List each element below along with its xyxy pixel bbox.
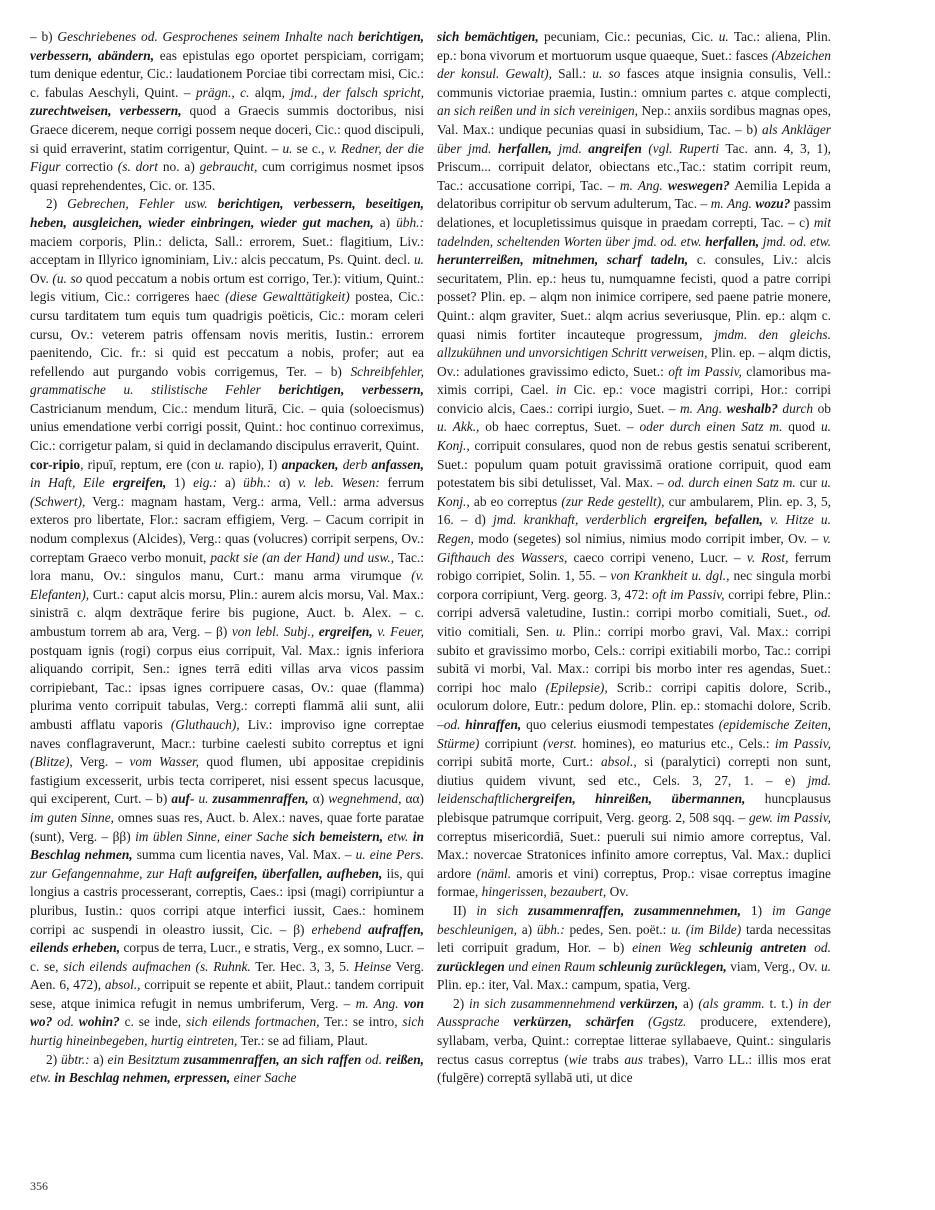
entry-paragraph: II) in sich zusammenraffen, zusammennehmen, 1) im Gange beschleunigen, a) übh.: pedes, Sen. poët.: u. (im Bilde) tarda necessitas leti corripuit gradum, Hor. – b) einen Weg schleunig antreten od. zurücklegen und einen Raum schleunig zurücklegen, viam, Verg., Ov. u. Plin. ep.: iter, Val. Max.: campum, spatia, Verg. <box>437 902 831 993</box>
entry-paragraph: 2) übtr.: a) ein Besitztum zusammenraffen, an sich raffen od. reißen, etw. in Beschlag nehmen, erpressen, einer Sache <box>30 1051 424 1086</box>
page-number: 356 <box>30 1179 48 1193</box>
entry-paragraph: 2) in sich zusammennehmend verkürzen, a) (als gramm. t. t.) in der Aussprache verkürzen, schärfen (Ggstz. producere, extendere), syllabam, verba, Quint.: correptae litterae syllabaeve, Quint.: singularis rectus casus correptus (wie trabs aus trabes), Varro LL.: illis mos erat (fulgēre) correptā syllabā uti, ut dice <box>437 995 831 1086</box>
entry-paragraph: sich bemächtigen, pecuniam, Cic.: pecunias, Cic. u. Tac.: aliena, Plin. ep.: bona vivorum et mortuorum usque quaeque, Suet.: fasces (Abzeichen der konsul. Gewalt), Sall.: u. so fasces atque insignia consulis, Vell.: communis victoriae praemia, Iustin.: omnium partes c. atque complecti, an sich reißen und in sich vereinigen, Nep.: anxiis sordibus magnas opes, Val. Max.: undique pecunias quasi in subsidium, Tac. – b) als Ankläger über jmd. herfallen, jmd. angreifen (vgl. Ruperti Tac. ann. 4, 3, 1), Priscum... corripuit delator, obiectans etc.,Tac.: statim corripit reum, Tac.: accusatione corripi, Tac. – m. Ang. weswegen? Aemilia Lepida a delatoribus corripitur ob servum adulterum, Tac. – m. Ang. wozu? passim delationes, et locupletissimus quisque in praedam correpti, Tac. – c) mit tadelnden, scheltenden Worten über jmd. od. etw. herfallen, jmd. od. etw. herunterreißen, mitnehmen, scharf tadeln, c. consules, Liv.: alcis securitatem, Plin. ep.: heus tu, numquamne fecisti, quod a patre corripi posset? Plin. ep. – alqm non inimice corripere, sed paene patrie monere, Quint.: alqm graviter, Suet.: alqm acrius severiusque, Plin. ep.: alqm c. quasi nimis fortiter incauteque progressum, jmdm. den gleichs. allzukühnen und unvorsichtigen Schritt verweisen, Plin. ep. – alqm dictis, Ov.: adulationes gravissimo edicto, Suet.: oft im Passiv, clamoribus maximis corripi, Cael. in Cic. ep.: voce magistri corripi, Hor.: corripi convicio alcis, Caes.: corripi iurgio, Suet. – m. Ang. weshalb? durch ob u. Akk., ob haec correptus, Suet. – oder durch einen Satz m. quod u. Konj., corripuit consulares, quod non de rebus gestis senatui scriberent, Suet.: populum quam potuit gravissimā oratione corripuit, quod eam potestatem bis sibi detulisset, Val. Max. – od. durch einen Satz m. cur u. Konj., ab eo correptus (zur Rede gestellt), cur ambularem, Plin. ep. 3, 5, 16. – d) jmd. krankhaft, verderblich ergreifen, befallen, v. Hitze u. Regen, modo (segetes) sol nimius, nimius modo corripit imber, Ov. – v. Gifthauch des Wassers, caeco corripi veneno, Lucr. – v. Rost, ferrum robigo corripiet, Solin. 1, 55. – von Krankheit u. dgl., nec singula morbi corpora corripiunt, Verg. georg. 3, 472: oft im Passiv, corripi febre, Plin.: corripi adversā valetudine, Iustin.: corripi morbo comitiali, Suet., od. vitio comitiali, Sen. u. Plin.: corripi morbo gravi, Val. Max.: corripi subito et gravissimo morbo, Cels.: corripi exitiabili morbo, Tac.: corripi subitā vi morbi, Val. Max.: corripi bis morbo inter res agendas, Suet.: corripi hoc malo (Epilepsie), Scrib.: corripi capitis dolore, Scrib., oculorum dolore, Eutr.: pedum dolore, Plin. ep.: stomachi dolore, Scrib. –od. hinraffen, quo celerius eiusmodi tempestates (epidemische Zeiten, Stürme) corripiunt (verst. homines), eo maturius etc., Cels.: im Passiv, corripi subitā morte, Curt.: absol., si (paralytici) correpti non sunt, diutius quidem vivunt, sed etc., Cels. 3, 27, 1. – e) jmd. leidenschaftlichergreifen, hinreißen, übermannen, huncplausus plebisque patrumque corripuit, Verg. georg. 2, 508 sqq. – gew. im Passiv, correptus misericordiā, Suet.: pueruli sui nimio amore correptus, Val. Max.: novercae Stratonices infinito amore correptus, Val. Max.: duplici ardore (näml. amoris et vini) correptus, Prop.: visae correptus imagine formae, hingerissen, bezaubert, Ov. <box>437 29 831 900</box>
entry-paragraph: 2) Gebrechen, Fehler usw. berichtigen, verbessern, beseitigen, heben, ausgleichen, wieder einbringen, wieder gut machen, a) übh.: maciem corporis, Plin.: delicta, Sall.: errorem, Suet.: flagitium, Liv.: acceptam in Illyrico ignominiam, Liv.: alcis peccatum, Ps. Quint. decl. u. Ov. (u. so quod peccatum a nobis ortum est corrigo, Ter.): vitium, Quint.: legis vitium, Cic.: corrigeres haec (diese Gewalttätigkeit) postea, Cic.: cursu tarditatem tum equis tum quadrigis poëticis, Cic.: moram celeri cursu, Ov.: veterem patris offensam novis meritis, Iustin.: errorem paenitendo, Cic. fr.: si quid est peccatum a nobis, profer; aut ea refellendo aut purgando vobis corrigemus, Ter. – b) Schreibfehler, grammatische u. stilistische Fehler berichtigen, verbessern, Castricianum mendum, Cic.: mendum liturā, Cic. – quia (soloecismus) unius emendatione verbi corrigi possit, Quint.: hoc continuo correximus, Cic.: corrigetur palam, si quid in declamando discipulus erraverit, Quint. <box>30 196 424 454</box>
left-column <box>30 28 424 1178</box>
entry-paragraph: – b) Geschriebenes od. Gesprochenes seinem Inhalte nach berichtigen, verbessern, abändern, eas epistulas ego oportet perspiciam, corrigam; tum denique edentur, Cic.: laudationem Porciae tibi correctam misi, Cic.: c. fabulas Aeschyli, Quint. – prägn., c. alqm, jmd., der falsch spricht, zurechtweisen, verbessern, quod a Graecis summis doctoribus, nisi Graece dicerem, neque corrigi possem neque doceri, Cic.: quod discipuli, si quid erraverint, statim corrigentur, Quint. – u. se c., v. Redner, der die Figur correctio (s. dort no. a) gebraucht, cum corrigimus nosmet ipsos quasi reprehendentes, Cic. or. 135. <box>30 29 424 193</box>
right-column <box>437 28 831 1178</box>
entry-paragraph: cor-ripio, ripuī, reptum, ere (con u. rapio), I) anpacken, derb anfassen, in Haft, Eile ergreifen, 1) eig.: a) übh.: α) v. leb. Wesen: ferrum (Schwert), Verg.: magnam hastam, Verg.: arma, Vell.: arma adversus exteros pro libertate, Flor.: sacram effigiem, Verg. – Cacum corripit in nodum complexus (Alcides), Verg.: quas (volucres) corripit serpens, Ov.: correptam Graeco verbo monuit, packt sie (an der Hand) und usw., Tac.: lora manu, Ov.: singulos manu, Curt.: manu arma virumque (v. Elefanten), Curt.: caput alcis morsu, Plin.: aurem alcis morsu, Val. Max.: sinistrā c. alqm dextrāque ferire bis pugione, Auct. b. Alex. – c. ambustum torrem ab ara, Verg. – β) von lebl. Subj., ergreifen, v. Feuer, postquam ignis (rogi) corpus eius corripuit, Val. Max.: ignis inferiora aliquando corripit, Sen.: ignes terrā editi villas arva vicos passim corripiebant, Tac.: ipsas ignes corripuere casas, Ov.: quae (flamma) plurima vento corripuit tabulas, Verg.: correpti flammā alii sunt, alii ambusti afflatu vaporis (Gluthauch), Liv.: improviso igne correptae naves conflagraverunt, Macr.: turbine caelesti subito correptus et igni (Blitze), Verg. – vom Wasser, quod flumen, ubi appositae crepidinis fastigium excesserit, urbis tecta corriperet, nisi essent specus lacusque, qui exciperent, Curt. – b) auf- u. zusammenraffen, α) wegnehmend, αα) im guten Sinne, omnes suas res, Auct. b. Alex.: naves, quae forte paratae (sunt), Verg. – ββ) im üblen Sinne, einer Sache sich bemeistern, etw. in Beschlag nehmen, summa cum licentia naves, Val. Max. – u. eine Pers. zur Gefangennahme, zur Haft aufgreifen, überfallen, aufheben, iis, qui longius a castris processerant, correptis, Caes.: ipsi (magi) corripiuntur a pluribus, Iustin.: quos corripi atque interfici iussit, Caes.: hominem corripi ac suspendi in oleastro iussit, Cic. – β) erhebend aufraffen, eilends erheben, corpus de terra, Lucr., e stratis, Verg., ex somno, Lucr. – c. se, sich eilends aufmachen (s. Ruhnk. Ter. Hec. 3, 3, 5. Heinse Verg. Aen. 6, 472), absol., corripuit se repente et abiit, Plaut.: tandem corripuit sese, atque inimica refugit in nemus umbriferum, Verg. – m. Ang. von wo? od. wohin? c. se inde, sich eilends fortmachen, Ter.: se intro, sich hurtig hineinbegeben, hurtig eintreten, Ter.: se ad filiam, Plaut. <box>30 456 424 1049</box>
